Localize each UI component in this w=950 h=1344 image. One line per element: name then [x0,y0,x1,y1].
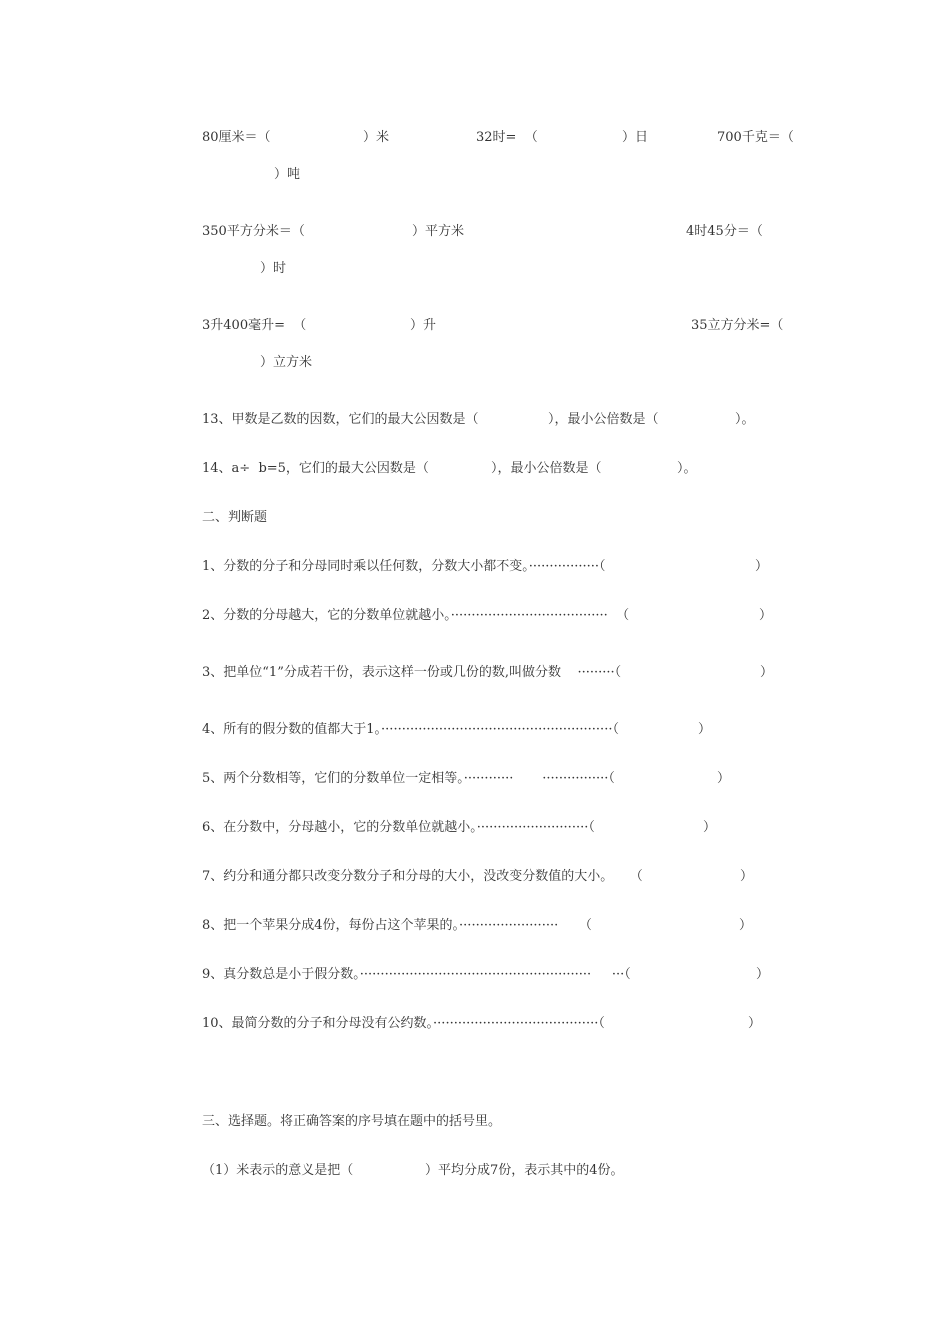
conv-3l400ml-close: ）升 [410,318,437,333]
q13-text: 13、甲数是乙数的因数，它们的最大公因数是（ [202,412,479,427]
tf-item-7-close: ） [740,869,754,884]
conv-35dm3-text: 35立方分米=（ [691,318,784,333]
conv-350dm2-close: ）平方米 [412,224,465,239]
q14-mid: ），最小公倍数是（ [491,461,602,476]
tf-item-10-close: ） [748,1016,762,1031]
conv-700kg-close: ）吨 [274,167,301,182]
tf-item-10: 10、最简分数的分子和分母没有公约数。········································（ [202,1016,605,1031]
conv-32h-close: ）日 [622,130,649,145]
section-heading-true-false: 二、判断题 [202,510,268,525]
tf-item-3-close: ） [760,665,774,680]
tf-item-2-close: ） [759,608,773,623]
tf-item-3: 3、把单位“1”分成若干份，表示这样一份或几份的数,叫做分数 ·········（ [202,665,622,680]
q13-end: ）。 [735,412,755,427]
tf-item-1: 1、分数的分子和分母同时乘以任何数，分数大小都不变。·················（ [202,559,606,574]
tf-item-9-close: ） [756,967,770,982]
tf-item-9: 9、真分数总是小于假分数。························································ ···（ [202,967,631,982]
tf-item-5-close: ） [717,771,731,786]
conv-32h-text: 32时= （ [476,130,538,145]
mc-q1-text: （1）米表示的意义是把（ [202,1163,354,1178]
tf-item-8-close: ） [739,918,753,933]
tf-item-6-close: ） [703,820,717,835]
conv-80cm-close: ）米 [363,130,390,145]
tf-item-8: 8、把一个苹果分成4份，每份占这个苹果的。························ （ [202,918,592,933]
tf-item-7: 7、约分和通分都只改变分数分子和分母的大小，没改变分数值的大小。 （ [202,869,643,884]
conv-700kg-text: 700千克＝（ [717,130,794,145]
conv-350dm2-text: 350平方分米＝（ [202,224,305,239]
conv-4h45m-close: ）时 [260,261,287,276]
tf-item-4: 4、所有的假分数的值都大于1。························································（ [202,722,619,737]
tf-item-1-close: ） [755,559,769,574]
mc-q1-close: ）平均分成7份，表示其中的4份。 [425,1163,624,1178]
conv-35dm3-close: ）立方米 [260,355,313,370]
tf-item-4-close: ） [698,722,712,737]
conv-80cm-text: 80厘米＝（ [202,130,271,145]
tf-item-2: 2、分数的分母越大，它的分数单位就越小。······································ （ [202,608,630,623]
tf-item-5: 5、两个分数相等，它们的分数单位一定相等。············ ················（ [202,771,615,786]
tf-item-6: 6、在分数中，分母越小，它的分数单位就越小。···························（ [202,820,595,835]
q14-end: ）。 [677,461,697,476]
q13-mid: ），最小公倍数是（ [548,412,659,427]
conv-3l400ml-text: 3升400毫升= （ [202,318,307,333]
conv-4h45m-text: 4时45分＝（ [686,224,763,239]
q14-text: 14、a÷ b=5，它们的最大公因数是（ [202,461,429,476]
section-heading-multiple-choice: 三、选择题。将正确答案的序号填在题中的括号里。 [202,1114,502,1129]
